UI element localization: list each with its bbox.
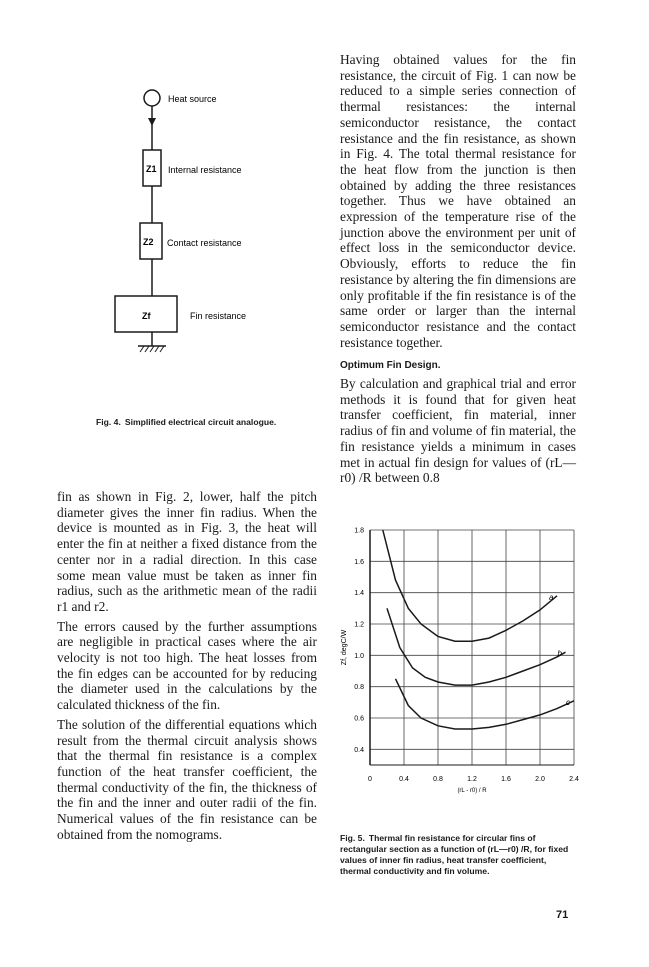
fig4-caption-num: Fig. 4. <box>96 417 121 427</box>
y-tick-label: 0.6 <box>354 715 364 723</box>
chart-series <box>383 530 574 729</box>
y-tick-label: 1.4 <box>354 590 364 598</box>
fig4-caption-text: Simplified electrical circuit analogue. <box>124 417 277 427</box>
arrow-down-icon <box>148 118 156 126</box>
left-para-1: fin as shown in Fig. 2, lower, half the pitch diameter gives the inner fin radius. When the device is mounted as in Fig. 3, the heat will enter the fin at neither a fixed distance from the center nor in a radial direction. In this case some mean value must be taken as inner fin radius, such as the arithmetic mean of the radii r1 and r2. <box>57 489 317 614</box>
x-tick-label: 0.8 <box>433 776 443 783</box>
z2-label: Contact resistance <box>167 238 242 248</box>
ground-hatch <box>140 346 164 352</box>
circuit-diagram <box>90 78 310 358</box>
left-para-3: The solution of the differential equations which result from the thermal circuit analysis shows that the thermal fin resistance is a complex function of the heat transfer coefficient, the thermal conductivity of the fin, the thickness of the fin and the inner and outer radii of the fin. Numerical values of the fin resistance can be obtained from the nomograms. <box>57 716 317 842</box>
y-tick-label: 1.6 <box>354 558 364 566</box>
x-tick-label: 2.0 <box>535 776 545 783</box>
fig5-caption-num: Fig. 5. <box>340 833 365 843</box>
left-column <box>57 489 317 846</box>
y-axis-label: Zf, degC/W <box>341 629 348 666</box>
zf-label: Fin resistance <box>190 311 247 321</box>
chart-labels <box>341 528 579 795</box>
fin-resistance-chart <box>328 520 588 825</box>
series-line-b <box>387 608 566 685</box>
y-tick-label: 1.0 <box>354 652 364 660</box>
y-tick-label: 1.8 <box>354 527 364 535</box>
series-line-a <box>383 530 557 641</box>
x-tick-label: 1.2 <box>467 776 477 783</box>
y-tick-label: 1.2 <box>354 621 364 629</box>
x-tick-label: 1.6 <box>501 776 511 783</box>
right-column <box>340 52 576 490</box>
fig5-caption-text: Thermal fin resistance for circular fins of rectangular section as a function of (rL—r0) /R, for fixed values of inner fin radius, heat transfer coefficient, thermal conductivity and fin volume. <box>340 833 569 876</box>
x-tick-label: 0.4 <box>399 776 409 783</box>
series-label-a: a <box>549 592 554 602</box>
series-label-c: c <box>566 697 570 707</box>
section-heading: Optimum Fin Design. <box>340 360 441 372</box>
heat-source-symbol <box>144 90 160 106</box>
page-number: 71 <box>556 909 569 921</box>
series-label-b: b <box>557 649 562 659</box>
left-para-2: The errors caused by the further assumptions are negligible in practical cases where the air velocity is not too high. The heat losses from the fin edges can be accounted for by reducing the diameter used in the calculations by the calculated thickness of the fin. <box>57 618 317 713</box>
z2-symbol: Z2 <box>143 237 154 247</box>
right-para-1: Having obtained values for the fin resistance, the circuit of Fig. 1 can now be reduced to a simple series connection of thermal resistances: the internal semiconductor resistance, the contact resistance and the fin resistance, as shown in Fig. 4. The total thermal resistance for the heat flow from the junction is then obtained by adding the three resistances together. Thus we have obtained an expression of the temperature rise of the junction above the environment per unit of effect loss in the semiconductor device. Obviously, efforts to reduce the fin resistance by altering the fin dimensions are only profitable if the fin resistance is of the same order or larger than the internal semiconductor resistance and the contact resistance together. <box>340 52 576 350</box>
fig4-caption <box>96 417 286 428</box>
z1-label: Internal resistance <box>168 165 242 175</box>
z1-symbol: Z1 <box>146 164 157 174</box>
zf-symbol: Zf <box>142 311 151 321</box>
x-axis-label: (rL - r0) / R <box>457 788 487 794</box>
y-tick-label: 0.4 <box>354 746 364 754</box>
right-para-2: By calculation and graphical trial and error methods it is found that for given heat transfer coefficient, fin material, inner radius of fin and volume of fin material, the fin resistance yields a minimum in cases met in actual fin design for values of (rL—r0) /R between 0.8 <box>340 376 576 486</box>
y-tick-label: 0.8 <box>354 684 364 692</box>
heat-source-label: Heat source <box>168 94 217 104</box>
fig5-caption <box>340 833 578 877</box>
x-tick-label: 2.4 <box>569 776 579 783</box>
x-tick-label: 0 <box>368 776 372 783</box>
